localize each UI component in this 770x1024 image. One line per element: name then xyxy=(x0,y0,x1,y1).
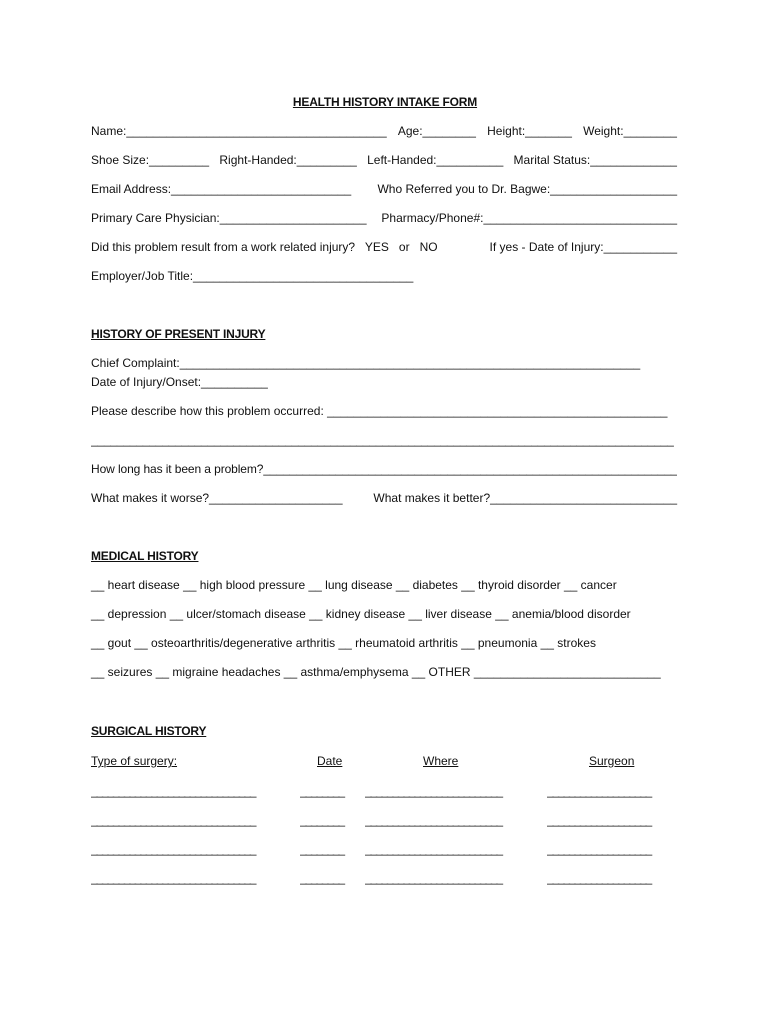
surgery-date-blank[interactable]: ________ xyxy=(300,871,344,885)
surgery-date-blank[interactable]: ________ xyxy=(300,784,344,798)
medical-history-heading: MEDICAL HISTORY xyxy=(91,549,199,563)
form-title: HEALTH HISTORY INTAKE FORM xyxy=(292,95,478,109)
surgery-surgeon-blank[interactable]: ___________________ xyxy=(547,842,652,856)
present-injury-heading: HISTORY OF PRESENT INJURY xyxy=(91,327,266,341)
makes-better-field[interactable]: What makes it better?____________________________ xyxy=(373,491,677,505)
makes-worse-field[interactable]: What makes it worse?____________________ xyxy=(91,491,343,505)
work-injury-question[interactable]: Did this problem result from a work related injury? YES or NO xyxy=(91,240,438,254)
work-injury-row xyxy=(91,240,677,254)
weight-field[interactable]: Weight:________ xyxy=(583,124,677,138)
worse-better-row xyxy=(91,491,677,505)
medical-checklist-row[interactable]: __ heart disease __ high blood pressure __ lung disease __ diabetes __ thyroid disorder __ cancer xyxy=(91,578,617,592)
right-handed-field[interactable]: Right-Handed:_________ xyxy=(219,153,357,167)
medical-checklist-row[interactable]: __ seizures __ migraine headaches __ asthma/emphysema __ OTHER ____________________________ xyxy=(91,665,661,679)
surgery-where-blank[interactable]: _________________________ xyxy=(365,813,502,827)
injury-date-field[interactable]: If yes - Date of Injury:___________ xyxy=(489,240,677,254)
surgery-surgeon-blank[interactable]: ___________________ xyxy=(547,784,652,798)
surgery-where-blank[interactable]: _________________________ xyxy=(365,784,502,798)
describe-field[interactable]: Please describe how this problem occurred: ___________________________________________________ xyxy=(91,404,668,418)
name-field[interactable]: Name:_______________________________________ xyxy=(91,124,387,138)
patient-info-row-3 xyxy=(91,182,677,196)
shoe-size-field[interactable]: Shoe Size:_________ xyxy=(91,153,210,167)
surgery-where-blank[interactable]: _________________________ xyxy=(365,871,502,885)
left-handed-field[interactable]: Left-Handed:__________ xyxy=(367,153,504,167)
surgery-date-blank[interactable]: ________ xyxy=(300,842,344,856)
injury-onset-field[interactable]: Date of Injury/Onset:__________ xyxy=(91,375,268,389)
col-header-surgeon: Surgeon xyxy=(589,754,635,768)
surgery-surgeon-blank[interactable]: ___________________ xyxy=(547,813,652,827)
medical-checklist-row[interactable]: __ depression __ ulcer/stomach disease __ kidney disease __ liver disease __ anemia/blood disorder xyxy=(91,607,631,621)
chief-complaint-field[interactable]: Chief Complaint:_____________________________________________________________________ xyxy=(91,356,641,370)
height-field[interactable]: Height:_______ xyxy=(487,124,572,138)
surgery-type-blank[interactable]: ______________________________ xyxy=(91,784,256,798)
marital-status-field[interactable]: Marital Status:_____________ xyxy=(513,153,677,167)
surgery-type-blank[interactable]: ______________________________ xyxy=(91,813,256,827)
surgery-type-blank[interactable]: ______________________________ xyxy=(91,871,256,885)
surgery-where-blank[interactable]: _________________________ xyxy=(365,842,502,856)
describe-continued-field[interactable]: __________________________________________________________________________________________ xyxy=(91,433,674,447)
col-header-date: Date xyxy=(317,754,343,768)
primary-care-field[interactable]: Primary Care Physician:______________________ xyxy=(91,211,367,225)
email-field[interactable]: Email Address:___________________________ xyxy=(91,182,352,196)
patient-info-row-4 xyxy=(91,211,677,225)
patient-info-row-2 xyxy=(91,153,677,167)
surgical-history-heading: SURGICAL HISTORY xyxy=(91,724,207,738)
surgery-type-blank[interactable]: ______________________________ xyxy=(91,842,256,856)
pharmacy-field[interactable]: Pharmacy/Phone#:_____________________________ xyxy=(381,211,677,225)
surgery-date-blank[interactable]: ________ xyxy=(300,813,344,827)
employer-field[interactable]: Employer/Job Title:_________________________________ xyxy=(91,269,414,283)
how-long-field[interactable]: How long has it been a problem?_______________________________________________________________ xyxy=(91,462,677,476)
surgery-surgeon-blank[interactable]: ___________________ xyxy=(547,871,652,885)
col-header-where: Where xyxy=(423,754,459,768)
col-header-type: Type of surgery: xyxy=(91,754,178,768)
referred-by-field[interactable]: Who Referred you to Dr. Bagwe:___________________ xyxy=(377,182,677,196)
patient-info-row-1 xyxy=(91,124,677,138)
medical-checklist-row[interactable]: __ gout __ osteoarthritis/degenerative arthritis __ rheumatoid arthritis __ pneumonia __ strokes xyxy=(91,636,596,650)
age-field[interactable]: Age:________ xyxy=(397,124,476,138)
